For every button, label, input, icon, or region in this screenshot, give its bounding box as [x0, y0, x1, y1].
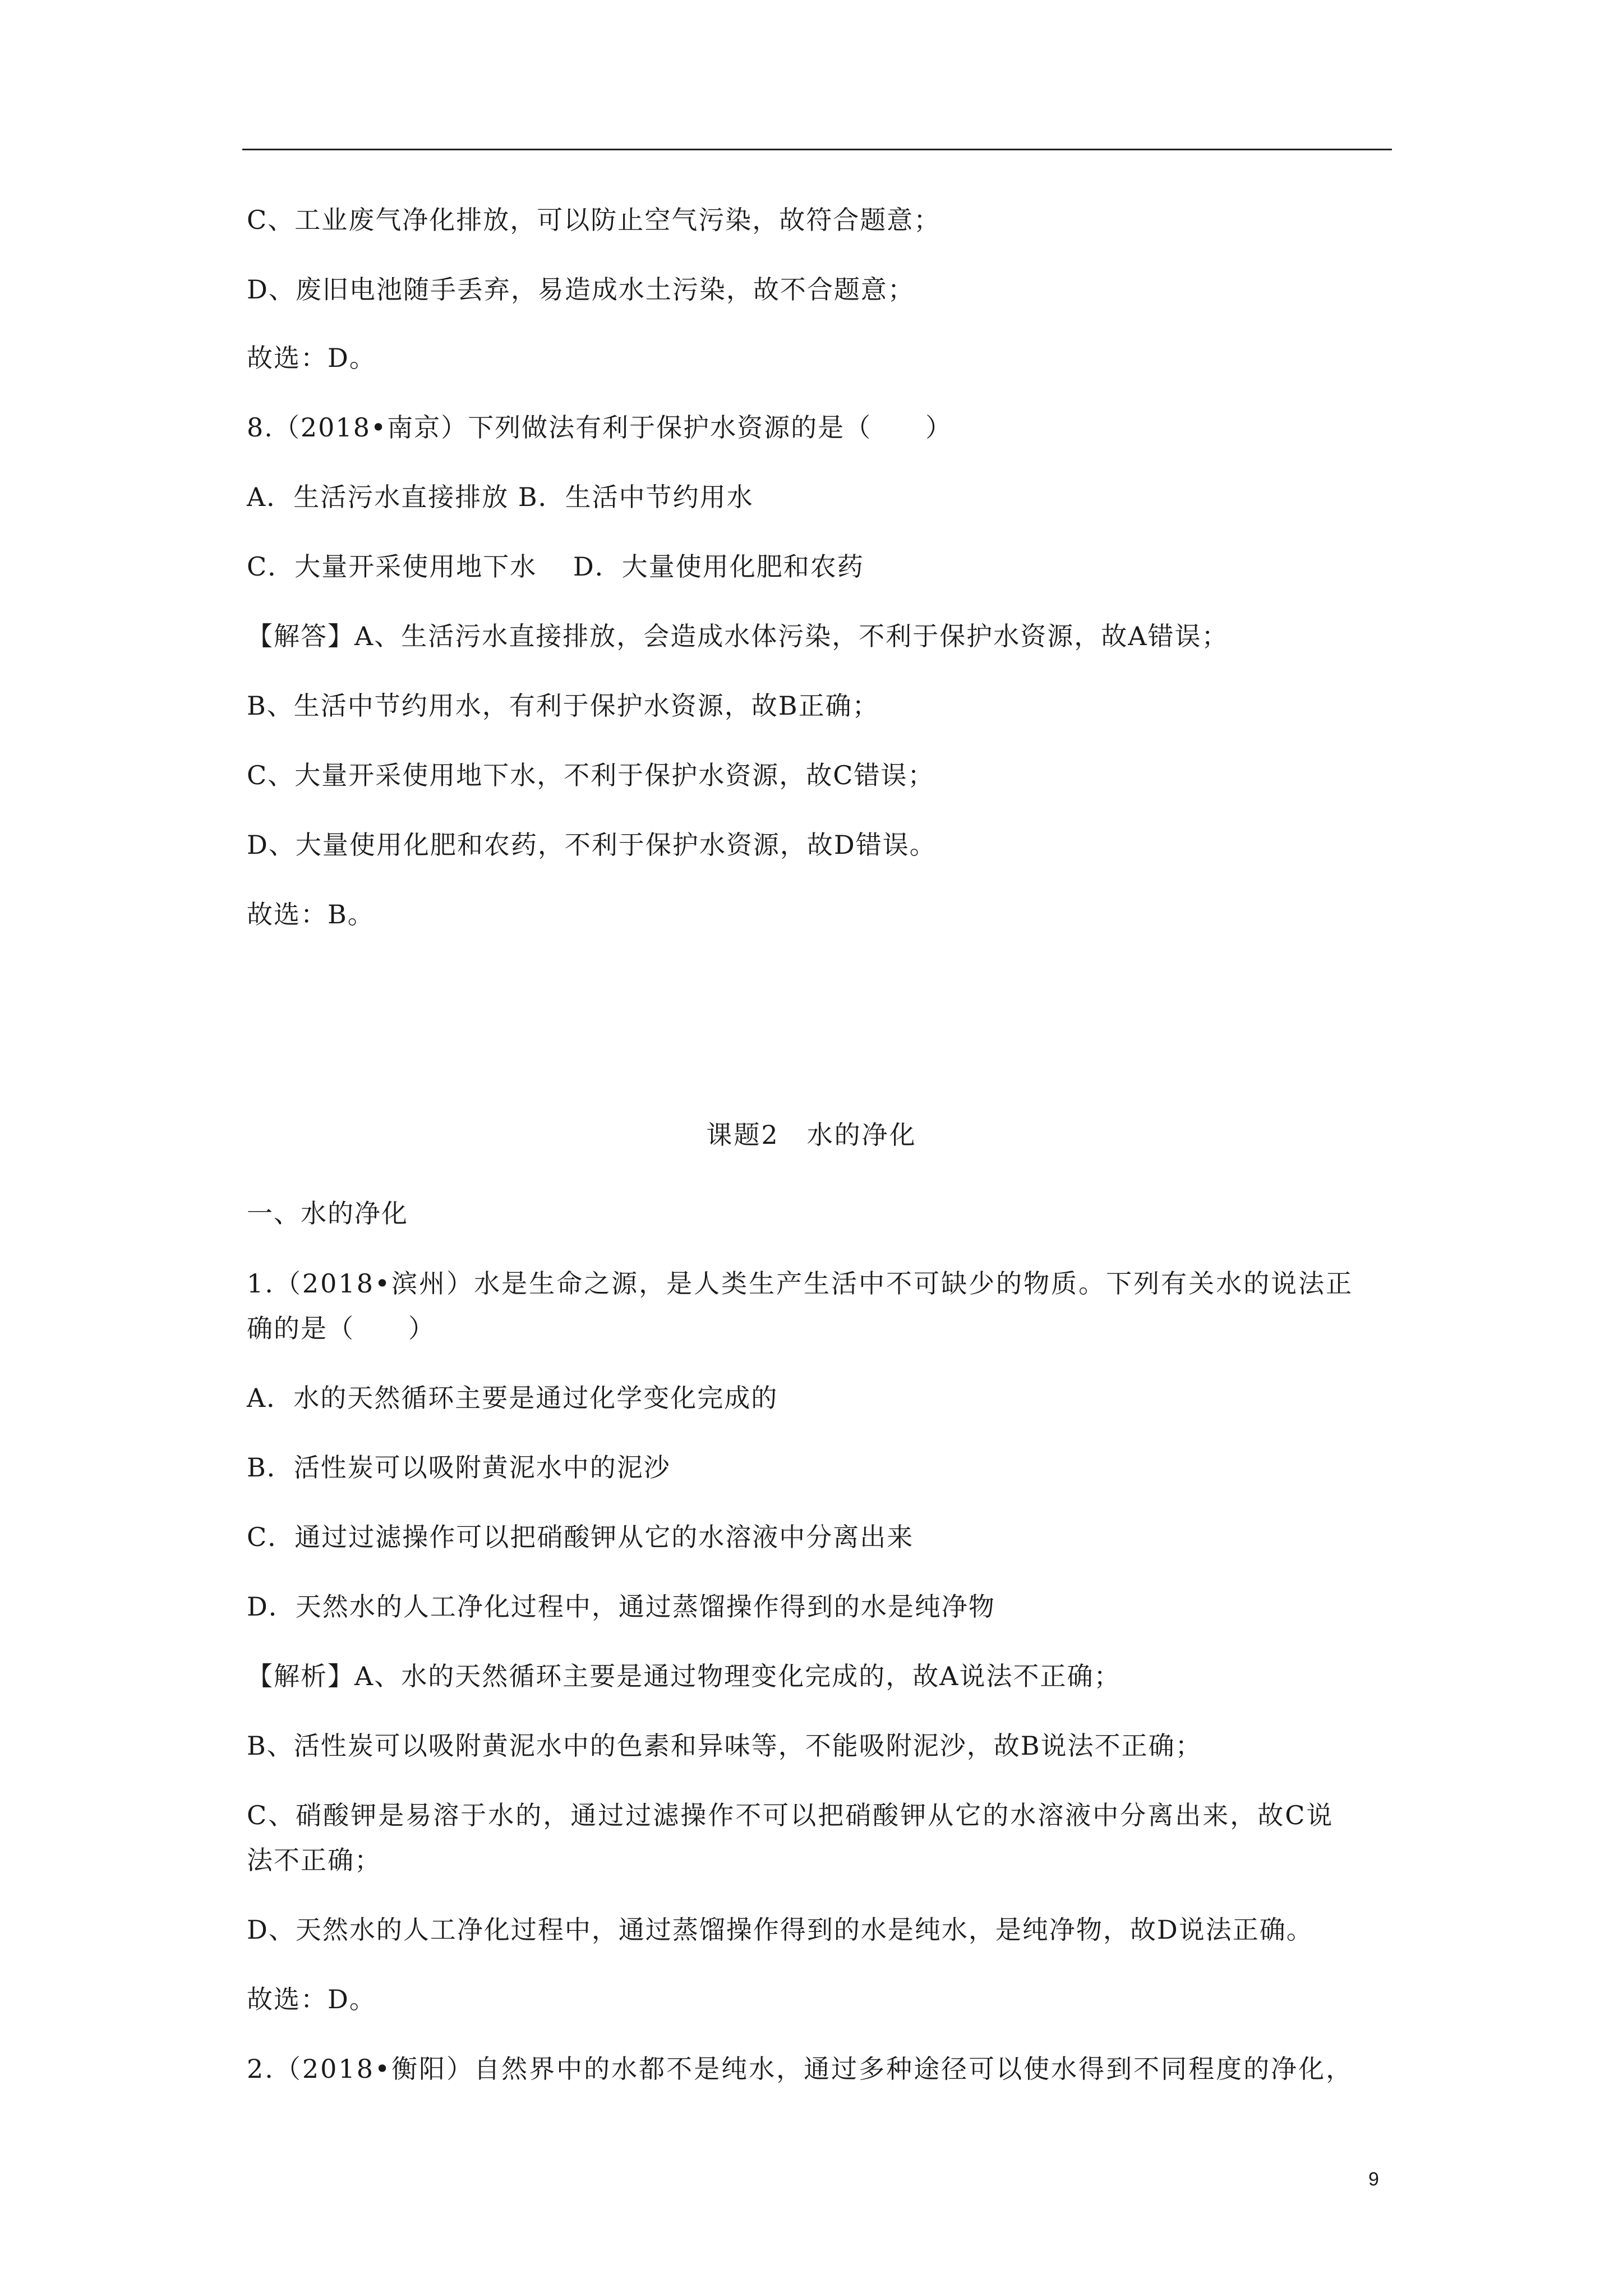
- question-1-option-c: C．通过过滤操作可以把硝酸钾从它的水溶液中分离出来: [247, 1522, 914, 1552]
- question-1-analysis-b: B、活性炭可以吸附黄泥水中的色素和异味等，不能吸附泥沙，故B说法不正确；: [247, 1731, 1202, 1761]
- question-8-stem: 8.（2018•南京）下列做法有利于保护水资源的是（ ）: [247, 412, 953, 443]
- question-1-option-d: D．天然水的人工净化过程中，通过蒸馏操作得到的水是纯净物: [247, 1591, 995, 1622]
- answer-choice: 故选：D。: [247, 343, 376, 373]
- question-1-analysis-c-line-2: 法不正确；: [247, 1845, 381, 1875]
- question-1-analysis-c-line-1: C、硝酸钾是易溶于水的，通过过滤操作不可以把硝酸钾从它的水溶液中分离出来，故C说: [247, 1800, 1334, 1830]
- question-8-solution-d: D、大量使用化肥和农药，不利于保护水资源，故D错误。: [247, 830, 937, 860]
- section-title: 课题2 水的净化: [706, 1120, 917, 1150]
- header-rule: [242, 149, 1392, 150]
- question-1-stem-line-2: 确的是（ ）: [247, 1313, 435, 1343]
- question-8-options-cd: C．大量开采使用地下水 D．大量使用化肥和农药: [247, 551, 864, 582]
- question-2-stem: 2.（2018•衡阳）自然界中的水都不是纯水，通过多种途径可以使水得到不同程度的净化，: [247, 2054, 1354, 2084]
- question-1-answer: 故选：D。: [247, 1984, 376, 2014]
- question-8-solution-b: B、生活中节约用水，有利于保护水资源，故B正确；: [247, 691, 879, 721]
- question-1-analysis-d: D、天然水的人工净化过程中，通过蒸馏操作得到的水是纯水，是纯净物，故D说法正确。: [247, 1915, 1313, 1945]
- answer-line-d: D、废旧电池随手丢弃，易造成水土污染，故不合题意；: [247, 274, 915, 305]
- question-8-solution-c: C、大量开采使用地下水，不利于保护水资源，故C错误；: [247, 760, 935, 790]
- page-number: 9: [1368, 2169, 1379, 2190]
- question-1-stem-line-1: 1.（2018•滨州）水是生命之源，是人类生产生活中不可缺少的物质。下列有关水的说法正: [247, 1268, 1354, 1299]
- question-8-answer: 故选：B。: [247, 899, 375, 930]
- question-1-option-b: B．活性炭可以吸附黄泥水中的泥沙: [247, 1452, 671, 1483]
- question-1-analysis-a: 【解析】A、水的天然循环主要是通过物理变化完成的，故A说法不正确；: [247, 1661, 1121, 1691]
- question-8-solution-a: 【解答】A、生活污水直接排放，会造成水体污染，不利于保护水资源，故A错误；: [247, 621, 1229, 651]
- subsection-heading: 一、水的净化: [247, 1198, 408, 1228]
- question-8-options-ab: A．生活污水直接排放 B．生活中节约用水: [247, 482, 754, 512]
- question-1-option-a: A．水的天然循环主要是通过化学变化完成的: [247, 1383, 778, 1413]
- answer-line-c: C、工业废气净化排放，可以防止空气污染，故符合题意；: [247, 205, 941, 235]
